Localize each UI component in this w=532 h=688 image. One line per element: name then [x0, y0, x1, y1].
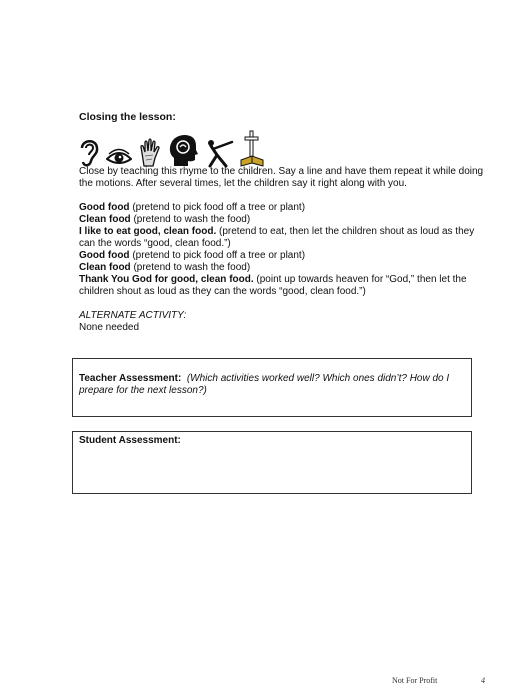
intro-paragraph: Close by teaching this rhyme to the children. Say a line and have them repeat it while doing the motions. After several times, let the children say it right along with you.	[79, 166, 484, 189]
rhyme-block	[79, 202, 491, 298]
teacher-assessment-question: (Which activities worked well? Which ones didn’t? How do I prepare for the next lesson?)	[79, 373, 450, 396]
sense-icons-row	[78, 130, 264, 168]
page-number: 4	[481, 676, 485, 685]
rhyme-line: Thank You God for good, clean food. (point up towards heaven for “God,” then let the children shout as loud as they can the words “good, clean food.”)	[79, 274, 467, 297]
teacher-assessment-label: Teacher Assessment:	[79, 373, 182, 384]
rhyme-line: Good food (pretend to pick food off a tree or plant)	[79, 250, 306, 261]
rhyme-line: Good food (pretend to pick food off a tree or plant)	[79, 202, 306, 213]
cross-bible-icon	[240, 130, 264, 168]
rhyme-line: Clean food (pretend to wash the food)	[79, 214, 251, 225]
teacher-assessment-box[interactable]	[72, 358, 472, 417]
alternate-activity-text: None needed	[79, 322, 140, 333]
stretching-person-icon	[204, 138, 234, 168]
ear-icon	[78, 136, 100, 168]
alternate-activity-title: ALTERNATE ACTIVITY:	[79, 310, 187, 321]
eye-icon	[106, 148, 132, 168]
student-assessment-label: Student Assessment:	[79, 435, 181, 446]
footer-text: Not For Profit	[392, 676, 438, 685]
hand-icon	[138, 138, 162, 168]
rhyme-line: I like to eat good, clean food. (pretend to eat, then let the children shout as loud as they can the words “good, clean food.”)	[79, 226, 475, 249]
head-profile-icon	[168, 134, 198, 168]
rhyme-line: Clean food (pretend to wash the food)	[79, 262, 251, 273]
student-assessment-box[interactable]	[72, 431, 472, 494]
alternate-activity	[79, 310, 186, 334]
section-heading: Closing the lesson:	[79, 111, 176, 123]
